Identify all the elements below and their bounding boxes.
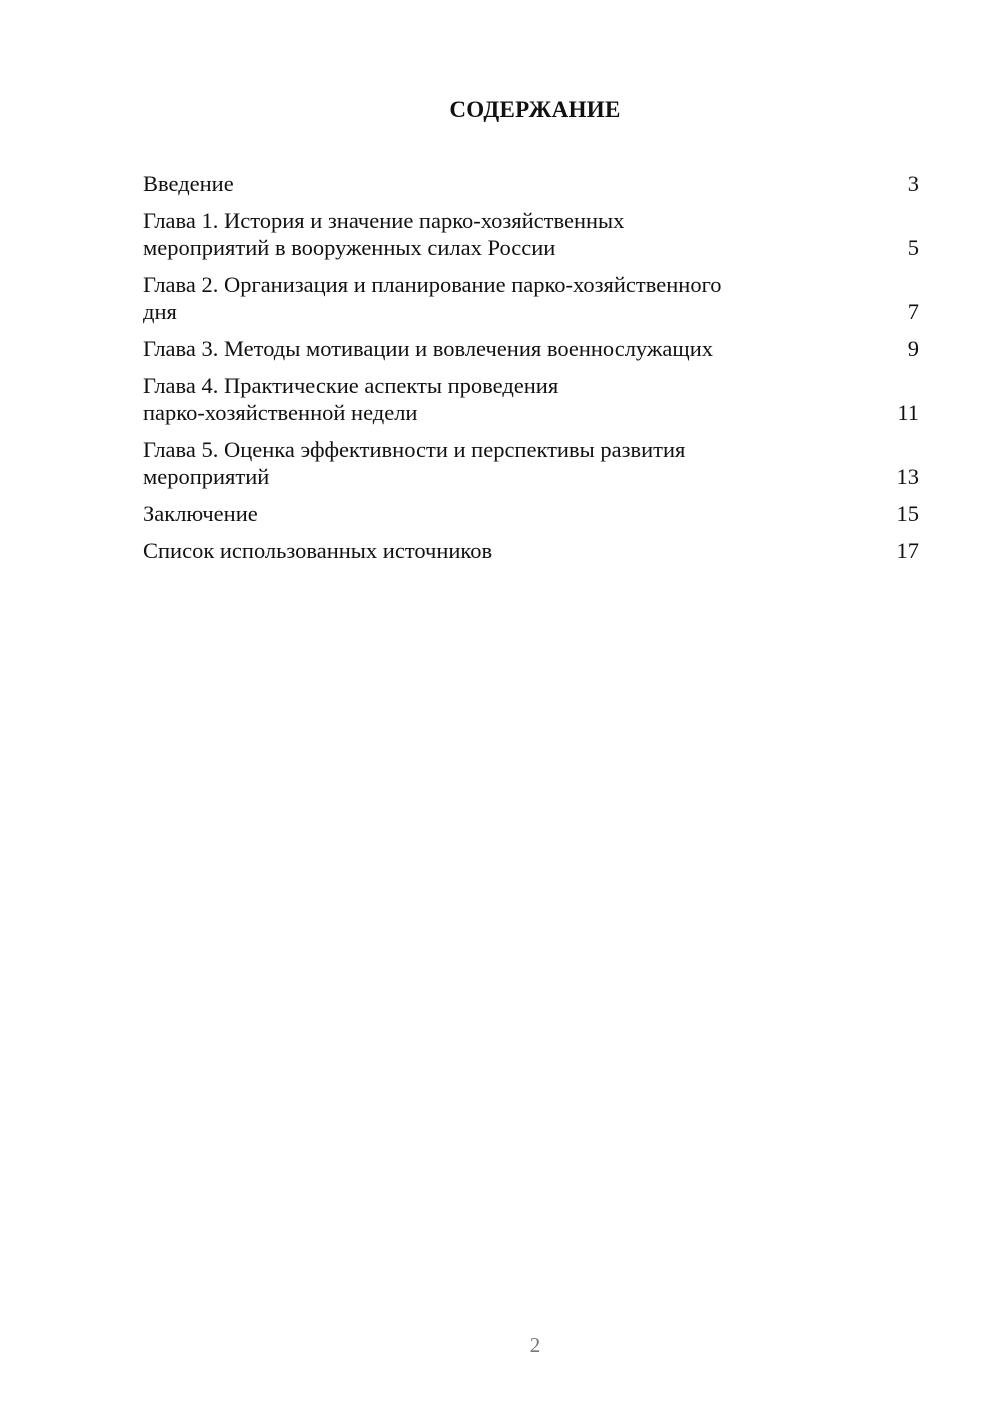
toc-entry-page: 3 (907, 171, 919, 196)
page-number: 2 (529, 1333, 541, 1357)
toc-entry-chapter-3[interactable] (143, 335, 919, 362)
toc-entry-page: 7 (907, 299, 919, 324)
toc-entry-page: 11 (897, 400, 919, 425)
toc-entry-page: 5 (907, 235, 919, 260)
toc-entry-chapter-4[interactable] (143, 372, 919, 426)
table-of-contents (143, 170, 919, 574)
toc-entry-chapter-5[interactable] (143, 436, 919, 490)
toc-entry-text: Введение (143, 171, 234, 196)
toc-title: СОДЕРЖАНИЕ (449, 97, 621, 122)
toc-entry-text: Глава 1. История и значение парко-хозяйственных мероприятий в вооруженных силах России (143, 208, 625, 260)
toc-entry-text: Глава 2. Организация и планирование парко-хозяйственного дня (143, 272, 722, 324)
toc-entry-chapter-1[interactable] (143, 207, 919, 261)
toc-entry-page: 9 (907, 336, 919, 361)
toc-entry-page: 17 (896, 538, 919, 563)
toc-entry-text: Глава 3. Методы мотивации и вовлечения военнослужащих (143, 336, 714, 361)
toc-entry-page: 13 (896, 464, 919, 489)
toc-entry-references[interactable] (143, 537, 919, 564)
toc-entry-text: Глава 5. Оценка эффективности и перспективы развития мероприятий (143, 437, 686, 489)
toc-entry-introduction[interactable] (143, 170, 919, 197)
toc-entry-text: Заключение (143, 501, 258, 526)
toc-entry-chapter-2[interactable] (143, 271, 919, 325)
toc-entry-text: Список использованных источников (143, 538, 493, 563)
toc-entry-page: 15 (896, 501, 919, 526)
toc-entry-conclusion[interactable] (143, 500, 919, 527)
toc-entry-text: Глава 4. Практические аспекты проведения парко-хозяйственной недели (143, 373, 559, 425)
